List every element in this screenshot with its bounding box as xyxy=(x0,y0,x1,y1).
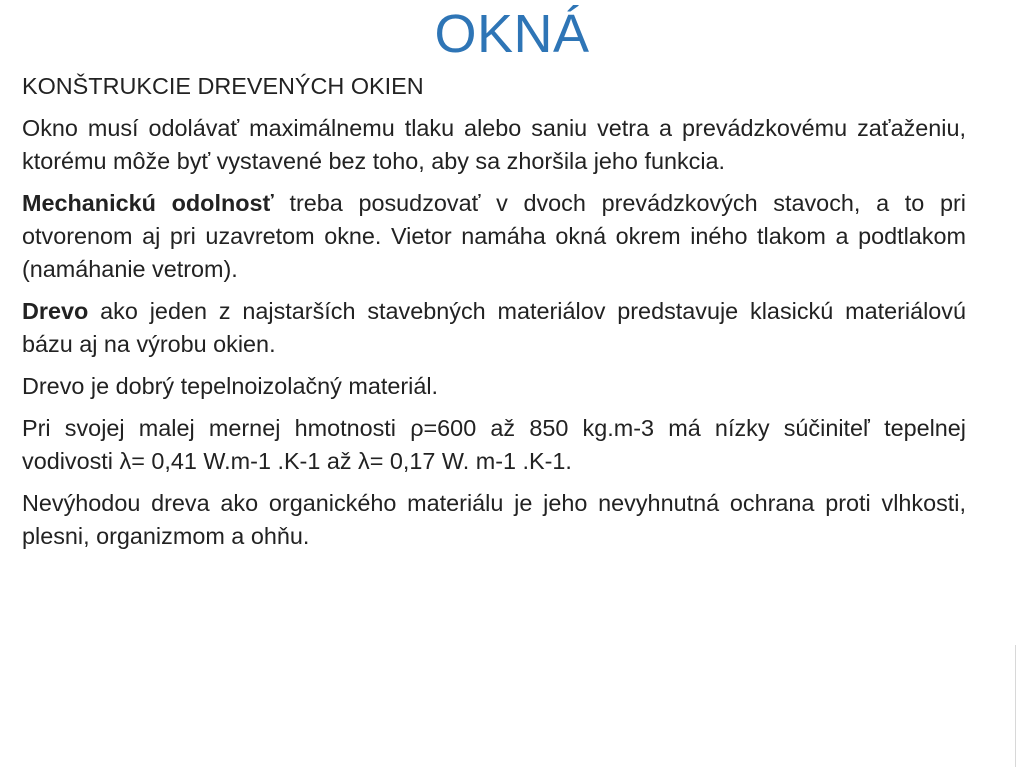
paragraph-bold-term: Mechanickú odolnosť xyxy=(22,190,274,216)
paragraph-mechanical-resistance xyxy=(22,187,966,286)
paragraph-text: treba posudzovať v dvoch prevádzkových stavoch, a to pri otvorenom aj pri uzavretom okne. Vietor namáha okná okrem iného tlakom a podtlakom (namáhanie vetrom). xyxy=(22,190,966,282)
paragraph-thermal-insulation xyxy=(22,370,966,403)
paragraph-text: Drevo je dobrý tepelnoizolačný materiál. xyxy=(22,373,439,399)
paragraph-window-resistance xyxy=(22,112,966,178)
paragraph-text: ako jeden z najstarších stavebných materiálov predstavuje klasickú materiálovú bázu aj na výrobu okien. xyxy=(22,298,966,357)
slide-title: OKNÁ xyxy=(434,4,590,64)
slide-edge-divider xyxy=(1015,645,1016,767)
paragraph-wood-material xyxy=(22,295,966,361)
paragraph-bold-term: Drevo xyxy=(22,298,89,324)
paragraph-text: Nevýhodou dreva ako organického materiálu je jeho nevyhnutná ochrana proti vlhkosti, plesni, organizmom a ohňu. xyxy=(22,490,966,549)
paragraph-text: Pri svojej malej mernej hmotnosti ρ=600 až 850 kg.m-3 má nízky súčiniteľ tepelnej vodivosti λ= 0,41 W.m-1 .K-1 až λ= 0,17 W. m-1 .K-1. xyxy=(22,415,966,474)
paragraph-text: Okno musí odolávať maximálnemu tlaku alebo saniu vetra a prevádzkovému zaťaženiu, ktorému môže byť vystavené bez toho, aby sa zhoršila jeho funkcia. xyxy=(22,115,966,174)
slide-content xyxy=(22,70,966,562)
paragraph-density-conductivity xyxy=(22,412,966,478)
slide-subtitle: KONŠTRUKCIE DREVENÝCH OKIEN xyxy=(22,73,424,99)
paragraph-disadvantage xyxy=(22,487,966,553)
